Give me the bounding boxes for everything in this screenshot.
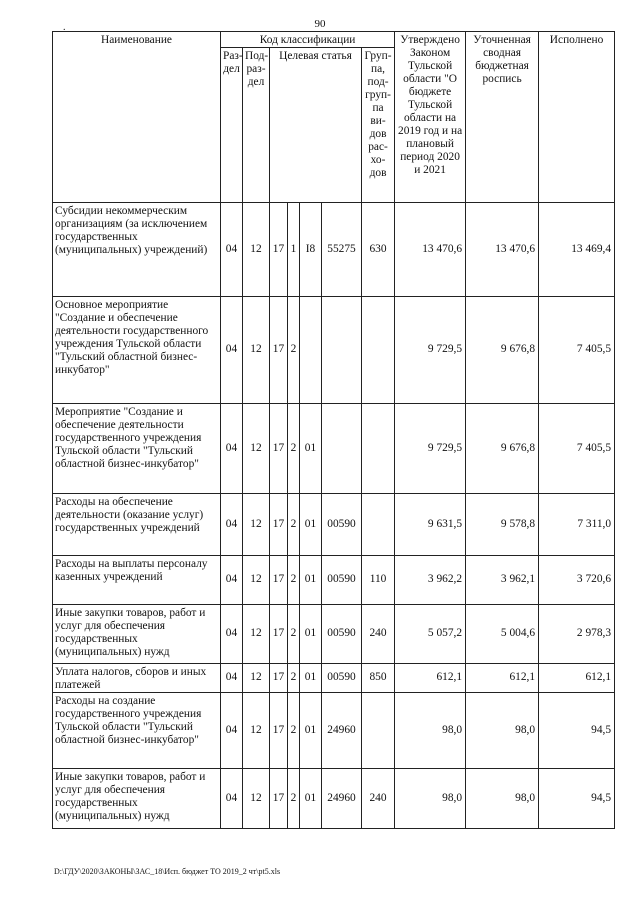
row-razdel: 04 [221, 202, 243, 296]
row-razdel: 04 [221, 692, 243, 768]
row-target-2: 2 [288, 296, 300, 403]
row-podrazdel: 12 [243, 604, 270, 663]
header-approved: Утверждено Законом Тульской области "О бюджете Тульской области на 2019 год и на плановый период 2020 и 2021 [395, 32, 466, 203]
row-podrazdel: 12 [243, 493, 270, 555]
row-name: Уплата налогов, сборов и иных платежей [53, 663, 221, 692]
row-podrazdel: 12 [243, 692, 270, 768]
row-target-3: 01 [300, 663, 322, 692]
row-target-4: 00590 [322, 663, 362, 692]
row-podrazdel: 12 [243, 663, 270, 692]
row-podrazdel: 12 [243, 202, 270, 296]
row-razdel: 04 [221, 555, 243, 604]
row-target-3: 01 [300, 692, 322, 768]
row-name: Мероприятие "Создание и обеспечение деятельности государственного учреждения Тульской области "Тульский областной бизнес-инкубатор" [53, 403, 221, 493]
table-row [53, 692, 615, 768]
row-target-3: 01 [300, 493, 322, 555]
row-target-3: 01 [300, 768, 322, 828]
row-approved: 9 729,5 [395, 296, 466, 403]
row-target-2: 1 [288, 202, 300, 296]
row-refined: 3 962,1 [466, 555, 539, 604]
row-target-4 [322, 403, 362, 493]
row-group: 630 [362, 202, 395, 296]
row-name: Иные закупки товаров, работ и услуг для обеспечения государственных (муниципальных) нужд [53, 768, 221, 828]
row-target-2: 2 [288, 493, 300, 555]
row-approved: 13 470,6 [395, 202, 466, 296]
row-target-4: 00590 [322, 604, 362, 663]
footer-file-path: D:\ГДУ\2020\ЗАКОНЫ\ЗАС_18\Исп. бюджет ТО 2019_2 чт\pt5.xls [54, 867, 281, 876]
row-refined: 9 676,8 [466, 403, 539, 493]
row-name: Расходы на выплаты персоналу казенных учреждений [53, 555, 221, 604]
row-refined: 9 676,8 [466, 296, 539, 403]
row-refined: 13 470,6 [466, 202, 539, 296]
table-row [53, 403, 615, 493]
row-refined: 9 578,8 [466, 493, 539, 555]
row-target-4: 24960 [322, 768, 362, 828]
table-row [53, 663, 615, 692]
row-refined: 98,0 [466, 692, 539, 768]
row-group: 240 [362, 768, 395, 828]
row-executed: 7 405,5 [539, 296, 615, 403]
row-group [362, 403, 395, 493]
header-refined: Уточненная сводная бюджетная роспись [466, 32, 539, 203]
row-group: 110 [362, 555, 395, 604]
row-group: 240 [362, 604, 395, 663]
row-target-2: 2 [288, 555, 300, 604]
row-razdel: 04 [221, 768, 243, 828]
header-code: Код классификации [221, 32, 395, 48]
row-approved: 98,0 [395, 768, 466, 828]
header-target: Целевая статья [270, 48, 362, 64]
row-podrazdel: 12 [243, 555, 270, 604]
row-target-3: 01 [300, 555, 322, 604]
row-razdel: 04 [221, 403, 243, 493]
row-target-1: 17 [270, 663, 288, 692]
row-approved: 98,0 [395, 692, 466, 768]
row-refined: 98,0 [466, 768, 539, 828]
table-row [53, 604, 615, 663]
header-name: Наименование [53, 32, 221, 203]
row-target-3: 01 [300, 604, 322, 663]
row-target-4: 55275 [322, 202, 362, 296]
row-target-1: 17 [270, 296, 288, 403]
row-target-2: 2 [288, 663, 300, 692]
row-approved: 9 729,5 [395, 403, 466, 493]
row-target-4: 00590 [322, 555, 362, 604]
row-target-1: 17 [270, 555, 288, 604]
row-target-1: 17 [270, 493, 288, 555]
table-row [53, 202, 615, 296]
row-executed: 13 469,4 [539, 202, 615, 296]
row-target-2: 2 [288, 692, 300, 768]
row-executed: 3 720,6 [539, 555, 615, 604]
row-target-1: 17 [270, 403, 288, 493]
row-approved: 9 631,5 [395, 493, 466, 555]
budget-table [52, 31, 615, 829]
row-razdel: 04 [221, 296, 243, 403]
row-approved: 5 057,2 [395, 604, 466, 663]
row-target-4 [322, 296, 362, 403]
row-razdel: 04 [221, 604, 243, 663]
row-name: Расходы на обеспечение деятельности (оказание услуг) государственных учреждений [53, 493, 221, 555]
row-target-3 [300, 296, 322, 403]
header-podrazdel: Под- раз- дел [243, 48, 270, 203]
row-target-2: 2 [288, 604, 300, 663]
header-razdel: Раз- дел [221, 48, 243, 203]
row-podrazdel: 12 [243, 768, 270, 828]
row-target-1: 17 [270, 604, 288, 663]
row-refined: 5 004,6 [466, 604, 539, 663]
row-executed: 94,5 [539, 692, 615, 768]
row-podrazdel: 12 [243, 296, 270, 403]
row-executed: 7 405,5 [539, 403, 615, 493]
row-name: Субсидии некоммерческим организациям (за исключением государственных (муниципальных) учреждений) [53, 202, 221, 296]
row-razdel: 04 [221, 493, 243, 555]
table-body [53, 202, 615, 828]
row-approved: 3 962,2 [395, 555, 466, 604]
header-executed: Исполнено [539, 32, 615, 203]
row-target-3: I8 [300, 202, 322, 296]
row-name: Иные закупки товаров, работ и услуг для обеспечения государственных (муниципальных) нужд [53, 604, 221, 663]
row-name: Основное мероприятие "Создание и обеспечение деятельности государственного учреждения Тульской области "Тульский областной бизнес-инкубатор" [53, 296, 221, 403]
row-executed: 7 311,0 [539, 493, 615, 555]
row-group [362, 296, 395, 403]
row-executed: 2 978,3 [539, 604, 615, 663]
row-approved: 612,1 [395, 663, 466, 692]
header-target-space [270, 63, 362, 202]
page-number: 90 [314, 18, 326, 30]
row-razdel: 04 [221, 663, 243, 692]
row-target-2: 2 [288, 768, 300, 828]
row-name: Расходы на создание государственного учреждения Тульской области "Тульский областной бизнес-инкубатор" [53, 692, 221, 768]
row-executed: 94,5 [539, 768, 615, 828]
table-row [53, 493, 615, 555]
row-target-1: 17 [270, 768, 288, 828]
table-row [53, 768, 615, 828]
row-target-4: 24960 [322, 692, 362, 768]
row-target-2: 2 [288, 403, 300, 493]
table-row [53, 296, 615, 403]
row-target-1: 17 [270, 692, 288, 768]
page-mark: . [63, 22, 66, 33]
row-group [362, 692, 395, 768]
row-podrazdel: 12 [243, 403, 270, 493]
row-executed: 612,1 [539, 663, 615, 692]
header-group: Груп- па, под- груп- па ви- дов рас- хо- дов [362, 48, 395, 203]
row-target-1: 17 [270, 202, 288, 296]
row-target-4: 00590 [322, 493, 362, 555]
row-group: 850 [362, 663, 395, 692]
row-target-3: 01 [300, 403, 322, 493]
row-refined: 612,1 [466, 663, 539, 692]
table-row [53, 555, 615, 604]
row-group [362, 493, 395, 555]
